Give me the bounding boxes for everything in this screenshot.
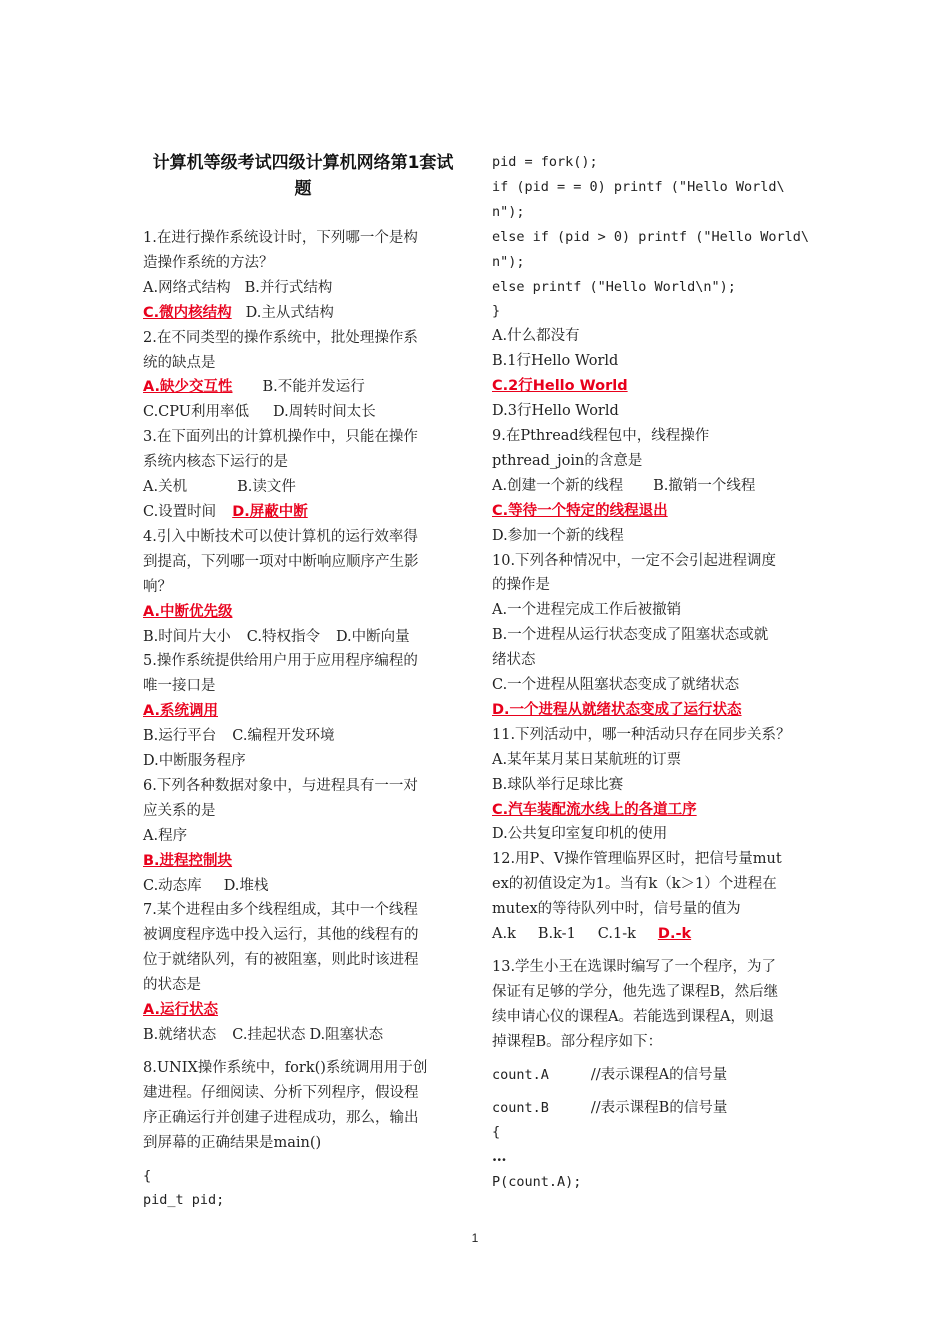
question-5-line-2: 唯一接口是 xyxy=(143,678,216,695)
answer-option: A.运行状态 xyxy=(143,1002,218,1019)
code-count-b xyxy=(492,1096,812,1121)
question-9-line-1: 9.在Pthread线程包中，线程操作 xyxy=(492,427,710,444)
code-count-a xyxy=(492,1063,812,1088)
question-13-line-2: 保证有足够的学分，他先选了课程B，然后继 xyxy=(492,983,779,1000)
question-13-line-4: 掉课程B。部分程序如下： xyxy=(492,1033,663,1050)
code-line: else if (pid > 0) printf ("Hello World\ xyxy=(492,228,809,245)
code-line: P(count.A); xyxy=(492,1174,582,1191)
option-d: D.堆栈 xyxy=(223,877,269,894)
answer-option: C.微内核结构 xyxy=(143,304,232,321)
option-b: B.撤销一个线程 xyxy=(653,477,756,494)
option-a: A.创建一个新的线程 xyxy=(492,477,624,494)
code-token: count.A xyxy=(492,1066,549,1083)
answer-option: D.一个进程从就绪状态变成了运行状态 xyxy=(492,701,742,718)
question-8-option-a: A.什么都没有 xyxy=(492,328,580,345)
question-6-options-cd xyxy=(143,874,463,899)
question-6-line-2: 应关系的是 xyxy=(143,802,216,819)
question-1-line-1: 1.在进行操作系统设计时，下列哪一个是构 xyxy=(143,230,418,246)
question-1-options-ab xyxy=(143,276,463,301)
question-3-line-1: 3.在下面列出的计算机操作中，只能在操作 xyxy=(143,429,418,446)
question-12-line-3: mutex的等待队列中时，信号量的值为 xyxy=(492,901,741,918)
question-12-options xyxy=(492,922,812,947)
option-d: D.中断向量 xyxy=(335,628,410,645)
question-7-option-a xyxy=(143,998,463,1023)
question-5-line-1: 5.操作系统提供给用户用于应用程序编程的 xyxy=(143,653,418,670)
option-a: A.网络式结构 xyxy=(143,279,231,296)
question-11-option-b: B.球队举行足球比赛 xyxy=(492,776,624,793)
question-4-line-2: 到提高，下列哪一项对中断响应顺序产生影 xyxy=(143,553,419,570)
question-5-option-a xyxy=(143,699,463,724)
right-column xyxy=(492,150,812,1195)
answer-option: B.进程控制块 xyxy=(143,852,233,869)
title-line-1: 计算机等级考试四级计算机网络第1套试 xyxy=(152,153,454,173)
question-11-option-a: A.某年某月某日某航班的订票 xyxy=(492,751,682,768)
question-7-line-3: 位于就绪队列，有的被阻塞，则此时该进程 xyxy=(143,952,419,969)
question-11-option-c xyxy=(492,798,812,823)
code-line: pid_t pid; xyxy=(143,1192,225,1209)
question-4-line-3: 响？ xyxy=(143,578,172,595)
question-7-options-bcd xyxy=(143,1023,463,1048)
option-c: C.CPU利用率低 xyxy=(143,404,250,421)
question-6-option-a: A.程序 xyxy=(143,827,188,844)
question-12-line-2: ex的初值设定为1。当有k（k＞1）个进程在 xyxy=(492,876,777,893)
question-2-options-ab xyxy=(143,375,463,400)
option-a: A.k xyxy=(492,926,516,943)
question-3-line-2: 系统内核态下运行的是 xyxy=(143,454,288,471)
question-4-options-bcd xyxy=(143,625,463,650)
option-c: C.编程开发环境 xyxy=(232,728,335,745)
page-number: 1 xyxy=(471,1231,479,1245)
answer-option: D.屏蔽中断 xyxy=(232,503,308,520)
question-11: 11.下列活动中，哪一种活动只存在同步关系？ xyxy=(492,726,791,743)
code-comment: //表示课程A的信号量 xyxy=(590,1066,728,1083)
option-b: B.并行式结构 xyxy=(244,279,333,296)
option-c: C.设置时间 xyxy=(143,503,217,520)
option-b: B.不能并发运行 xyxy=(262,379,365,396)
answer-option: C.2行Hello World xyxy=(492,378,628,395)
code-token: count.B xyxy=(492,1099,549,1116)
option-b: B.读文件 xyxy=(237,479,296,496)
question-10-option-a: A.一个进程完成工作后被撤销 xyxy=(492,602,682,619)
option-d: D.阻塞状态 xyxy=(309,1027,384,1043)
question-2-line-1: 2.在不同类型的操作系统中，批处理操作系 xyxy=(143,329,418,346)
question-7-line-1: 7.某个进程由多个线程组成，其中一个线程 xyxy=(143,902,418,919)
code-line: { xyxy=(492,1124,501,1141)
answer-option: A.系统调用 xyxy=(143,703,218,720)
code-line: else printf ("Hello World\n"); xyxy=(492,278,736,295)
title-line-2: 题 xyxy=(294,179,312,199)
option-b: B.运行平台 xyxy=(143,728,217,745)
code-line: pid = fork(); xyxy=(492,154,598,170)
question-6-option-b xyxy=(143,849,463,874)
question-10-line-2: 的操作是 xyxy=(492,577,550,594)
question-9-options-ab xyxy=(492,474,812,499)
question-6-line-1: 6.下列各种数据对象中，与进程具有一一对 xyxy=(143,777,418,794)
option-c: C.挂起状态 xyxy=(232,1027,306,1043)
question-8-option-b: B.1行Hello World xyxy=(492,353,619,370)
code-line: } xyxy=(492,303,501,320)
question-2-line-2: 统的缺点是 xyxy=(143,354,216,371)
answer-option: D.-k xyxy=(657,926,692,943)
question-8-line-2: 建进程。仔细阅读、分析下列程序，假设程 xyxy=(143,1084,419,1101)
code-line: if (pid = = 0) printf ("Hello World\ xyxy=(492,178,785,195)
question-13-line-3: 续申请心仪的课程A。若能选到课程A，则退 xyxy=(492,1008,774,1025)
question-10-option-b-line-2: 绪状态 xyxy=(492,652,536,669)
left-column xyxy=(143,150,463,1213)
question-11-option-d: D.公共复印室复印机的使用 xyxy=(492,826,668,843)
option-d: D.主从式结构 xyxy=(245,304,334,321)
question-8-line-1: 8.UNIX操作系统中，fork()系统调用用于创 xyxy=(143,1059,428,1076)
question-4-line-1: 4.引入中断技术可以使计算机的运行效率得 xyxy=(143,528,418,545)
option-d: D.周转时间太长 xyxy=(273,404,376,421)
question-9-line-2: pthread_join的含意是 xyxy=(492,452,643,469)
question-8-line-3: 序正确运行并创建子进程成功，那么，输出 xyxy=(143,1109,419,1126)
question-13-line-1: 13.学生小王在选课时编写了一个程序，为了 xyxy=(492,959,777,975)
code-line: n"); xyxy=(492,253,525,270)
question-5-option-d: D.中断服务程序 xyxy=(143,753,246,770)
question-10-option-d xyxy=(492,698,812,723)
question-10-option-c: C.一个进程从阻塞状态变成了就绪状态 xyxy=(492,677,740,694)
question-2-options-cd xyxy=(143,400,463,425)
question-8-option-d: D.3行Hello World xyxy=(492,403,619,420)
question-1-line-2: 造操作系统的方法？ xyxy=(143,254,274,271)
code-comment: //表示课程B的信号量 xyxy=(590,1099,728,1116)
option-b: B.就绪状态 xyxy=(143,1027,217,1043)
option-c: C.动态库 xyxy=(143,877,202,894)
question-9-option-c xyxy=(492,499,812,524)
question-3-options-ab xyxy=(143,475,463,500)
question-9-option-d: D.参加一个新的线程 xyxy=(492,527,624,544)
answer-option: A.中断优先级 xyxy=(143,603,233,620)
question-8-option-c xyxy=(492,374,812,399)
option-b: B.时间片大小 xyxy=(143,628,231,645)
option-c: C.1-k xyxy=(597,926,636,943)
answer-option: A.缺少交互性 xyxy=(143,379,233,396)
code-line: n"); xyxy=(492,203,525,220)
code-ellipsis: … xyxy=(492,1148,507,1166)
question-1-options-cd xyxy=(143,301,463,326)
question-7-line-4: 的状态是 xyxy=(143,977,201,994)
page-title xyxy=(143,150,463,202)
question-4-option-a xyxy=(143,600,463,625)
answer-option: C.等待一个特定的线程退出 xyxy=(492,502,668,519)
answer-option: C.汽车装配流水线上的各道工序 xyxy=(492,801,697,818)
question-12-line-1: 12.用P、V操作管理临界区时，把信号量mut xyxy=(492,851,782,868)
question-7-line-2: 被调度程序选中投入运行，其他的线程有的 xyxy=(143,927,419,944)
question-3-options-cd xyxy=(143,500,463,525)
question-8-line-4: 到屏幕的正确结果是main() xyxy=(143,1134,322,1151)
question-5-options-bc xyxy=(143,724,463,749)
option-b: B.k-1 xyxy=(537,926,576,943)
option-a: A.关机 xyxy=(143,479,188,496)
option-c: C.特权指令 xyxy=(246,628,320,645)
question-10-option-b-line-1: B.一个进程从运行状态变成了阻塞状态或就 xyxy=(492,627,769,644)
code-line: { xyxy=(143,1167,152,1184)
question-10-line-1: 10.下列各种情况中，一定不会引起进程调度 xyxy=(492,552,777,569)
